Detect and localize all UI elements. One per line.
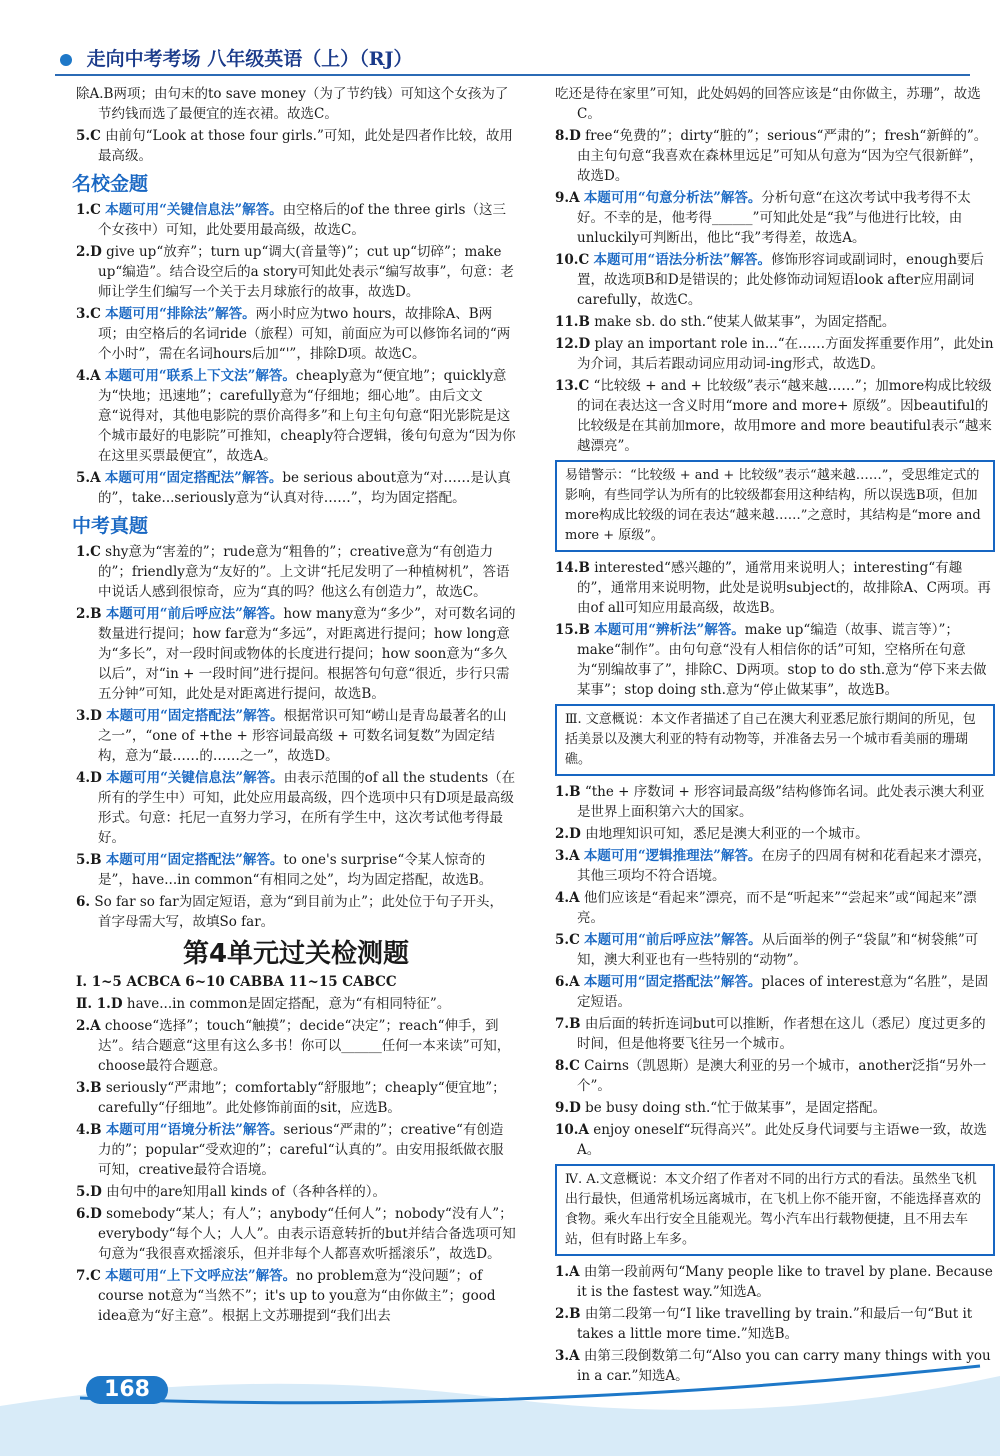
answer-text: 分析句意“在这次考试中我考得不太好。不幸的是，他考得______”可知此处是“我”与他进行比较，由unluckily可判断出，他比“我”考得差，故选A。 [577,190,971,246]
method-highlight: 本题可用“语境分析法”解答。 [105,1122,284,1138]
answer-number: 8.D [555,128,581,144]
answer-text: cheaply意为“便宜地”；quickly意为“快地；迅速地”；carefully意为“仔细地；细心地”。由后文文意“说得对，其他电影院的票价高得多”和上句主句句意“阳光影院是这个城市最好的电影院”可推知，cheaply符合逻辑，後句句意为“因为你在这里买票最便宜”，故选A。 [98,368,516,464]
answer-text: how many意为“多少”，对可数名词的数量进行提问；how far意为“多远”，对距离进行提问；how long意为“多长”，对一段时间或物体的长度进行提问；how soon意为“多久以后”，对“in + 一段时间”进行提问。根据答句句意“很近，步行只需五分钟”可知，此处是对距离进行提问，故选B。 [98,606,516,702]
answer-text: 由地理知识可知，悉尼是澳大利亚的一个城市。 [585,826,869,842]
answer-item [555,334,995,374]
method-highlight: 本题可用“辨析法”解答。 [594,622,745,638]
answer-text: serious“严肃的”；creative“有创造力的”；popular“受欢迎的”；careful“认真的”。由安用报纸做衣服可知，creative最符合语境。 [98,1122,504,1178]
method-highlight: 本题可用“关键信息法”解答。 [106,770,284,786]
answer-number: 4.D [76,770,102,786]
answer-number: 2.A [76,1018,101,1034]
answer-text: 在房子的四周有树和花看起来才漂亮，其他三项均不符合语境。 [577,848,991,884]
answer-number: 1.B [555,784,581,800]
method-highlight: 本题可用“逻辑推理法”解答。 [583,848,762,864]
section-title-mingxiao: 名校金题 [72,173,149,195]
answer-text: interested“感兴趣的”，通常用来说明人；interesting“有趣的”，通常用来说明物，此处是说明subject的，故排除A、C两项。再由of all可知应用最高级，故选B。 [577,560,991,616]
answer-text: play an important role in...“在……方面发挥重要作用”，此处in为介词，其后若跟动词应用动词-ing形式，故选D。 [577,336,994,372]
answer-number: 1.C [76,202,101,218]
answer-item [76,242,516,302]
answer-text: no problem意为“没问题”；of course not意为“当然不”；it's up to you意为“由你做主”；good idea意为“好主意”。根据上文苏珊提到“我们出去 [98,1268,496,1324]
answer-number: 3.A [555,1348,580,1364]
method-highlight: 本题可用“固定搭配法”解答。 [583,974,762,990]
method-highlight: 本题可用“前后呼应法”解答。 [105,606,284,622]
answers-line: Ⅰ. 1~5 ACBCA 6~10 CABBA 11~15 CABCC [76,974,397,990]
answer-item [555,558,995,618]
answer-text: be busy doing sth.“忙于做某事”，是固定搭配。 [585,1100,887,1116]
answer-item [76,994,516,1014]
answer-item [555,824,995,844]
section-title-zhongkao: 中考真题 [72,515,149,537]
answer-item [555,1120,995,1160]
answer-number: 6.D [76,1206,102,1222]
answer-number: 3.B [76,1080,102,1096]
answer-item [555,1056,995,1096]
answer-text: make sb. do sth.“使某人做某事”，为固定搭配。 [594,314,896,330]
answer-number: 3.A [555,848,580,864]
answer-item [555,250,995,310]
answer-number: 5.B [76,852,102,868]
answer-number: 2.D [76,244,102,260]
answer-number: 4.A [555,890,580,906]
method-highlight: 本题可用“固定搭配法”解答。 [106,708,284,724]
answer-number: Ⅱ. 1.D [76,996,123,1012]
method-highlight: 本题可用“固定搭配法”解答。 [104,470,283,486]
answer-text: give up“放弃”；turn up“调大(音量等)”；cut up“切碎”；make up“编造”。结合设空后的a story可知此处表示“编写故事”，句意：老师让学生们编写一个关于去月球旅行的故事，故选D。 [98,244,514,300]
answer-number: 7.B [555,1016,581,1032]
answer-item [76,200,516,240]
answer-item [555,1014,995,1054]
answer-item [76,542,516,602]
method-highlight: 本题可用“语法分析法”解答。 [593,252,772,268]
answer-item [76,706,516,766]
answer-number: 9.A [555,190,580,206]
answer-item [76,850,516,890]
answer-item [76,768,516,848]
answer-text: somebody“某人；有人”；anybody“任何人”；nobody“没有人”；everybody“每个人；人人”。由表示语意转折的but并结合备选项可知句意为“我很喜欢摇滚乐，但并非每个人都喜欢听摇滚乐”，故选D。 [98,1206,516,1262]
answer-number: 12.D [555,336,591,352]
answer-item [555,972,995,1012]
answer-item [555,888,995,928]
answer-item [555,188,995,248]
answer-number: 1.A [555,1264,580,1280]
warning-box: 易错警示：“比较级 + and + 比较级”表示“越来越……”，受思维定式的影响，有些同学认为所有的比较级都套用这种结构，所以误选B项，但加more构成比较级的词在表达“越来越……”之意时，其结构是“more and more + 原级”。 [555,460,995,552]
answer-text: free“免费的”；dirty“脏的”；serious“严肃的”；fresh“新鲜的”。由主句句意“我喜欢在森林里远足”可知从句意为“因为空气很新鲜”，故选D。 [577,128,988,184]
method-highlight: 本题可用“前后呼应法”解答。 [584,932,762,948]
answer-item [76,304,516,364]
answer-item [555,84,995,124]
answer-number: 10.A [555,1122,589,1138]
method-highlight: 本题可用“句意分析法”解答。 [583,190,762,206]
answer-item [555,312,995,332]
answer-number: 6.A [555,974,580,990]
answer-number: 5.A [76,470,101,486]
unit-title: 第4单元过关检测题 [182,939,410,969]
answer-text: to one's surprise“令某人惊奇的是”，have...in common“有相同之处”，均为固定搭配，故选B。 [98,852,493,888]
method-highlight: 本题可用“排除法”解答。 [105,306,256,322]
answer-text: enjoy oneself“玩得高兴”。此处反身代词要与主语we一致，故选A。 [577,1122,987,1158]
answer-text: 根据常识可知“崂山是青岛最著名的山之一”，“one of +the + 形容词最高级 + 可数名词复数”为固定结构，意为“最……的……之一”，故选D。 [98,708,507,764]
answer-item [76,1120,516,1180]
answer-text: 由后面的转折连词but可以推断，作者想在这儿（悉尼）度过更多的时间，但是他将要飞往另一个城市。 [577,1016,986,1052]
answer-item [76,126,516,166]
answer-item [76,1204,516,1264]
answer-number: 2.D [555,826,581,842]
answer-item [555,846,995,886]
answer-text: 由第二段第一句“I like travelling by train.”和最后一句“But it takes a little more time.”知选B。 [577,1306,973,1342]
answer-item [555,1262,995,1302]
answer-text: have...in common是固定搭配，意为“有相同特征”。 [126,996,451,1012]
answer-item [76,84,516,124]
answer-text: 他们应该是“看起来”漂亮，而不是“听起来”“尝起来”或“闻起来”漂亮。 [577,890,977,926]
answer-text: 由空格后的of the three girls（这三个女孩中）可知，此处要用最高级，故选C。 [98,202,506,238]
answer-number: 6. [76,894,91,910]
page-header [60,44,413,71]
answer-item [76,892,516,932]
answer-text: 由句中的are知用all kinds of（各种各样的）。 [106,1184,387,1200]
answer-item [555,782,995,822]
answer-number: 5.C [76,128,101,144]
answer-text: 由第一段前两句“Many people like to travel by plane. Because it is the fastest way.”知选A。 [577,1264,993,1300]
answer-text: shy意为“害羞的”；rude意为“粗鲁的”；creative意为“有创造力的”；friendly意为“友好的”。上文讲“托尼发明了一种植树机”，答语中说话人感到很惊奇，应为“真的吗？他这么有创造力”，故选C。 [98,544,510,600]
answer-text: 由表示范围的of all the students（在所有的学生中）可知，此处应用最高级，四个选项中只有D项是最高级形式。句意：托尼一直努力学习，在所有学生中，这次考试他考得最好。 [98,770,516,846]
answer-text: be serious about意为“对……是认真的”，take...seriously意为“认真对待……”，均为固定搭配。 [98,470,511,506]
answer-text: “比较级 + and + 比较级”表示“越来越……”；加more构成比较级的词在表达这一含义时用“more and more+ 原级”。因beautiful的比较级是在其前加more，故用more and more beautiful表示“越来越漂亮”。 [577,378,992,454]
answer-text: “the + 序数词 + 形容词最高级”结构修饰名词。此处表示澳大利亚是世界上面积第六大的国家。 [577,784,985,820]
answer-number: 11.B [555,314,590,330]
answer-number: 4.A [76,368,101,384]
answer-text: 修饰形容词或副词时，enough要后置，故选项B和D是错误的；此处修饰动词短语look after应用副词carefully，故选C。 [577,252,984,308]
answer-text: 从后面举的例子“袋鼠”和“树袋熊”可知，澳大利亚也有一些特别的“动物”。 [577,932,979,968]
header-dot-icon [60,54,72,66]
method-highlight: 本题可用“固定搭配法”解答。 [105,852,284,868]
answer-item [555,376,995,456]
header-divider [55,74,970,76]
header-title: 走向中考考场 八年级英语（上）（RJ） [86,48,413,70]
answer-item [76,1078,516,1118]
answer-number: 3.C [76,306,101,322]
answer-number: 14.B [555,560,590,576]
answer-number: 10.C [555,252,590,268]
answer-item [76,604,516,704]
answer-number: 15.B [555,622,590,638]
answer-text: 吃还是待在家里”可知，此处妈妈的回答应该是“由你做主，苏珊”，故选C。 [555,86,981,122]
method-highlight: 本题可用“联系上下文法”解答。 [104,368,296,384]
answer-text: make up“编造（故事、谎言等）”；make“制作”。由句句意“没有人相信你的话”可知，空格所在句意为“别编故事了”，排除C、D两项。stop to do sth.意为“停下来去做某事”；stop doing sth.意为“停止做某事”，故选B。 [577,622,987,698]
answer-item [76,1182,516,1202]
page-number: 168 [86,1376,168,1404]
answer-number: 5.D [76,1184,102,1200]
answer-text: So far so far为固定短语，意为“到目前为止”；此处位于句子开头，首字母需大写，故填So far。 [94,894,503,930]
answer-number: 8.C [555,1058,580,1074]
answer-text: Cairns（凯恩斯）是澳大利亚的另一个城市，another泛指“另外一个”。 [577,1058,987,1094]
answer-text: seriously“严肃地”；comfortably“舒服地”；cheaply“便宜地”；carefully“仔细地”。此处修饰前面的sit，应选B。 [98,1080,506,1116]
answer-number: 9.D [555,1100,581,1116]
summary-box-iii: Ⅲ. 文意概说：本文作者描述了自己在澳大利亚悉尼旅行期间的所见，包括美景以及澳大利亚的特有动物等，并准备去另一个城市看美丽的珊瑚礁。 [555,704,995,776]
answer-text: places of interest意为“名胜”，是固定短语。 [577,974,989,1010]
answer-text: 由第三段倒数第二句“Also you can carry many things with you in a car.”知选A。 [577,1348,991,1384]
answer-number: 13.C [555,378,590,394]
method-highlight: 本题可用“关键信息法”解答。 [105,202,283,218]
answer-number: 4.B [76,1122,102,1138]
answer-text: choose“选择”；touch“触摸”；decide“决定”；reach“伸手，到达”。结合题意“这里有这么多书！你可以______任何一本来读”可知，choose最符合题意。 [98,1018,511,1074]
answer-item [555,1098,995,1118]
answer-number: 2.B [76,606,102,622]
answer-item [76,468,516,508]
method-highlight: 本题可用“上下文呼应法”解答。 [105,1268,297,1284]
answer-item [76,1016,516,1076]
answer-text: 除A.B两项；由句末的to save money（为了节约钱）可知这个女孩为了节约钱而选了最便宜的连衣裙。故选C。 [76,86,509,122]
answer-number: 1.C [76,544,101,560]
right-column [555,84,995,1388]
answer-text: 两小时应为two hours，故排除A、B两项；由空格后的名词ride（旅程）可知，前面应为可以修饰名词的“两个小时”，需在名词hours后加“'”，排除D项。故选C。 [98,306,511,362]
answer-text: 由前句“Look at those four girls.”可知，此处是四者作比较，故用最高级。 [98,128,513,164]
answer-number: 2.B [555,1306,581,1322]
answer-item [76,366,516,466]
answer-number: 5.C [555,932,580,948]
answer-number: 7.C [76,1268,101,1284]
answer-item [555,126,995,186]
answer-number: 3.D [76,708,102,724]
left-column [72,84,516,1328]
answer-item [555,930,995,970]
answer-item [555,620,995,700]
summary-box-iv: Ⅳ. A.文意概说：本文介绍了作者对不同的出行方式的看法。虽然坐飞机出行最快，但通常机场远离城市，在飞机上你不能开窗，不能选择喜欢的食物。乘火车出行安全且能观光。驾小汽车出行载物便捷，且不用去车站，但有时路上车多。 [555,1164,995,1256]
